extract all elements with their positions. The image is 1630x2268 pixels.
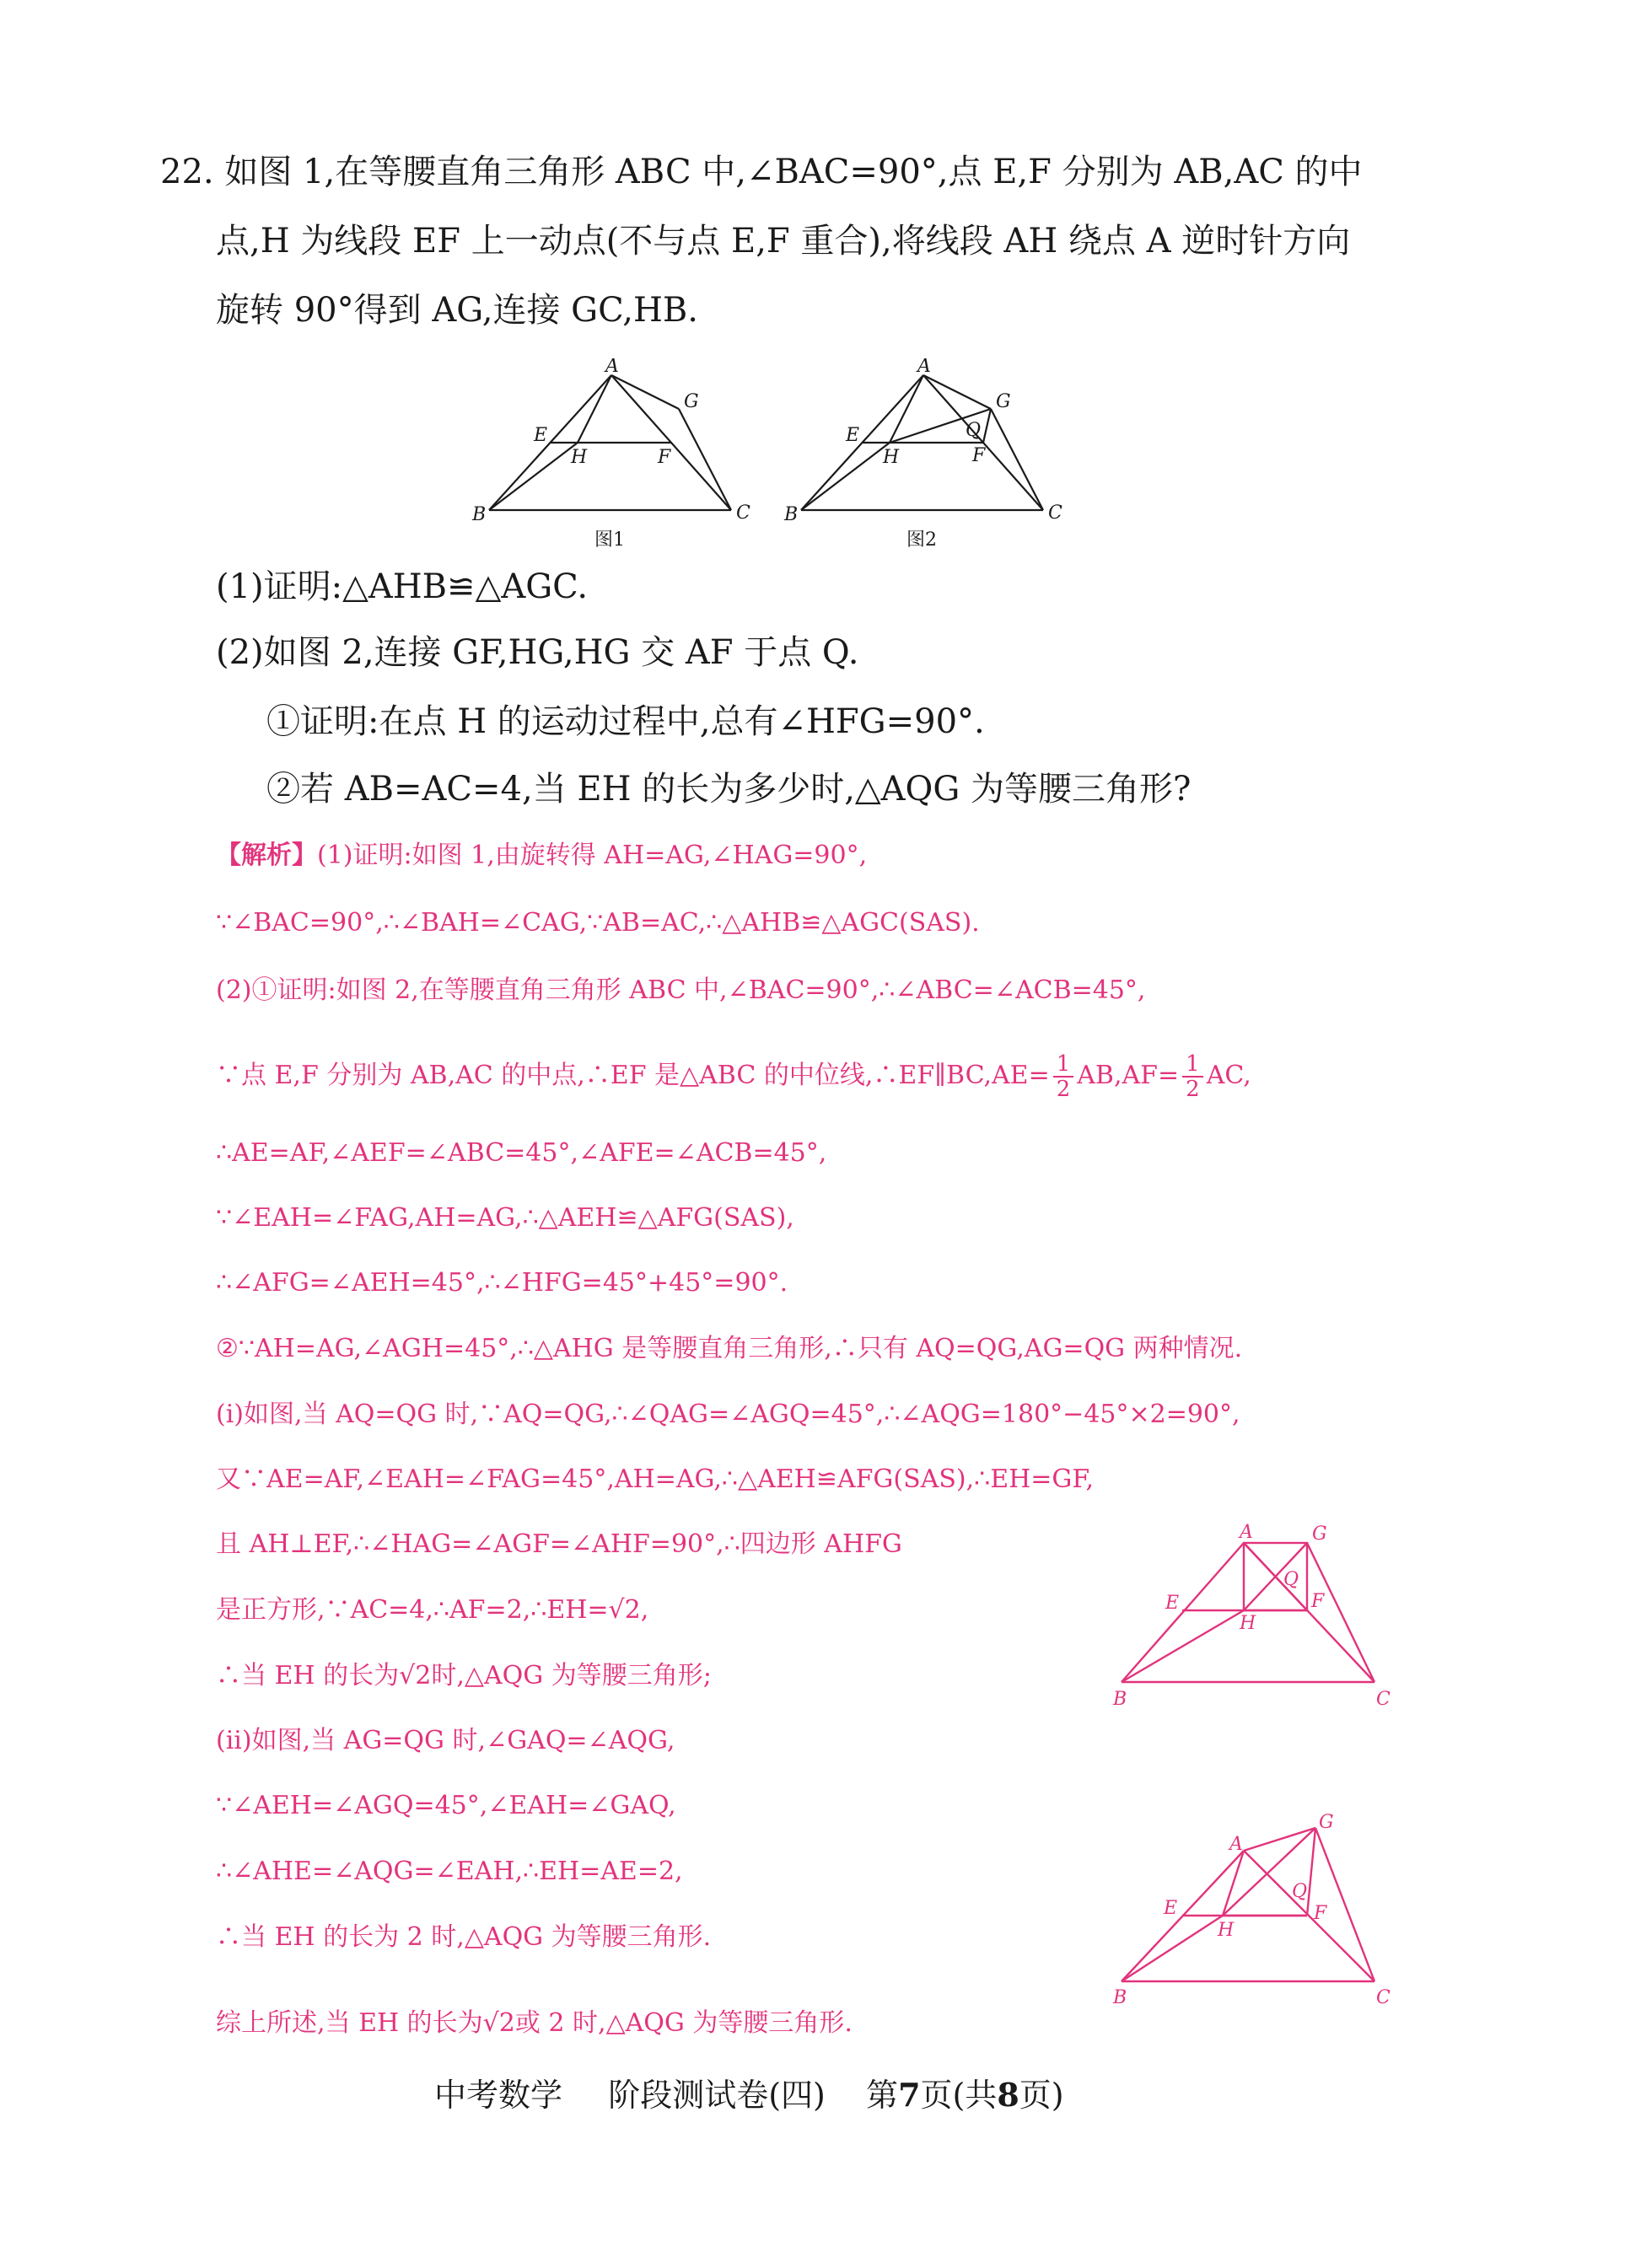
fig1-label-c: C <box>736 503 750 524</box>
page-footer <box>434 2076 1064 2115</box>
figure-1 <box>468 358 755 561</box>
sol-ii-label-g: G <box>1319 1813 1334 1833</box>
sol-ii-label-a: A <box>1229 1834 1243 1855</box>
solution-s4-post: AC, <box>1206 1061 1251 1090</box>
footer-subject: 中考数学 <box>434 2077 563 2114</box>
solution-line-1 <box>216 839 867 873</box>
footer-test: 阶段测试卷(四) <box>608 2077 826 2114</box>
fig2-label-c: C <box>1048 503 1062 524</box>
solution-line-9: (i)如图,当 AQ=QG 时,∵AQ=QG,∴∠QAG=∠AGQ=45°,∴∠AQG=180°−45°×2=90°, <box>216 1400 1240 1429</box>
solution-s4-pre: ∵点 E,F 分别为 AB,AC 的中点,∴EF 是△ABC 的中位线,∴EF∥BC,AE= <box>216 1061 1050 1090</box>
fig1-label-f: F <box>658 447 671 468</box>
footer-page-post: 页) <box>1019 2077 1064 2114</box>
problem-line-2: 点,H 为线段 EF 上一动点(不与点 E,F 重合),将线段 AH 绕点 A 逆时针方向 <box>216 222 1351 261</box>
sol-ii-label-q: Q <box>1292 1881 1308 1902</box>
sol-i-label-e: E <box>1165 1593 1180 1614</box>
fig1-label-a: A <box>605 358 619 377</box>
fig1-label-h: H <box>571 447 588 468</box>
solution-line-15: ∵∠AEH=∠AGQ=45°,∠EAH=∠GAQ, <box>216 1791 676 1820</box>
sol-ii-label-f: F <box>1314 1903 1327 1924</box>
sol-i-label-f: F <box>1311 1591 1325 1612</box>
sol-ii-label-h: H <box>1218 1920 1235 1941</box>
sol-ii-label-e: E <box>1164 1898 1178 1919</box>
fraction-denominator: 2 <box>1186 1077 1200 1102</box>
fig2-label-q: Q <box>966 420 982 441</box>
sol-i-label-c: C <box>1376 1689 1391 1710</box>
solution-line-4 <box>216 1052 1251 1101</box>
fraction-numerator: 1 <box>1053 1052 1074 1078</box>
fig1-label-g: G <box>684 391 699 412</box>
fig2-label-b: B <box>784 504 799 525</box>
solution-line-7: ∴∠AFG=∠AEH=45°,∴∠HFG=45°+45°=90°. <box>216 1268 788 1298</box>
part-2: (2)如图 2,连接 GF,HG,HG 交 AF 于点 Q. <box>216 633 859 672</box>
problem-line-1: 22. 如图 1,在等腰直角三角形 ABC 中,∠BAC=90°,点 E,F 分别为 AB,AC 的中 <box>160 153 1363 191</box>
fig2-label-a: A <box>917 358 931 377</box>
solution-s4-mid: AB,AF= <box>1077 1061 1180 1090</box>
footer-page-number: 7 <box>898 2076 921 2114</box>
fig2-caption: 图2 <box>906 529 937 551</box>
sol-i-label-q: Q <box>1283 1569 1299 1590</box>
solution-line-3: (2)①证明:如图 2,在等腰直角三角形 ABC 中,∠BAC=90°,∴∠ABC=∠ACB=45°, <box>216 975 1146 1005</box>
solution-s1: (1)证明:如图 1,由旋转得 AH=AG,∠HAG=90°, <box>317 841 868 870</box>
solution-line-10: 又∵AE=AF,∠EAH=∠FAG=45°,AH=AG,∴△AEH≌AFG(SAS),∴EH=GF, <box>216 1465 1095 1494</box>
fraction-numerator: 1 <box>1182 1052 1203 1078</box>
sol-i-label-g: G <box>1312 1524 1327 1545</box>
problem-line-3: 旋转 90°得到 AG,连接 GC,HB. <box>216 291 699 330</box>
fig1-label-b: B <box>472 504 487 525</box>
solution-line-6: ∵∠EAH=∠FAG,AH=AG,∴△AEH≌△AFG(SAS), <box>216 1203 794 1233</box>
sol-i-label-h: H <box>1240 1613 1256 1634</box>
solution-line-11: 且 AH⊥EF,∴∠HAG=∠AGF=∠AHF=90°,∴四边形 AHFG <box>216 1529 902 1559</box>
fig2-label-e: E <box>846 425 860 446</box>
fraction-half-2 <box>1182 1052 1203 1101</box>
footer-page-mid: 页(共 <box>920 2077 998 2114</box>
solution-line-14: (ii)如图,当 AG=QG 时,∠GAQ=∠AQG, <box>216 1726 675 1755</box>
sol-ii-label-b: B <box>1113 1987 1127 2008</box>
fig2-label-f: F <box>972 445 986 466</box>
fig2-label-g: G <box>996 391 1011 412</box>
part-2b: ②若 AB=AC=4,当 EH 的长为多少时,△AQG 为等腰三角形? <box>266 770 1192 809</box>
sol-i-label-a: A <box>1240 1522 1253 1543</box>
solution-figure-i <box>1105 1518 1408 1720</box>
solution-tag: 【解析】 <box>216 841 317 870</box>
part-1: (1)证明:△AHB≌△AGC. <box>216 567 589 606</box>
part-2a: ①证明:在点 H 的运动过程中,总有∠HFG=90°. <box>266 702 985 741</box>
solution-line-8: ②∵AH=AG,∠AGH=45°,∴△AHG 是等腰直角三角形,∴只有 AQ=QG,AG=QG 两种情况. <box>216 1334 1243 1363</box>
footer-page-total: 8 <box>997 2076 1019 2114</box>
fraction-half-1 <box>1053 1052 1074 1101</box>
solution-figure-ii <box>1105 1813 1408 2015</box>
figure-2 <box>780 358 1067 561</box>
solution-line-12: 是正方形,∵AC=4,∴AF=2,∴EH=√2, <box>216 1595 649 1625</box>
fig1-caption: 图1 <box>594 529 625 551</box>
solution-line-17: ∴当 EH 的长为 2 时,△AQG 为等腰三角形. <box>216 1922 712 1952</box>
solution-line-18: 综上所述,当 EH 的长为√2或 2 时,△AQG 为等腰三角形. <box>216 2008 853 2038</box>
fig1-label-e: E <box>534 425 548 446</box>
footer-page-pre: 第 <box>866 2077 899 2114</box>
solution-line-13: ∴当 EH 的长为√2时,△AQG 为等腰三角形; <box>216 1661 712 1690</box>
fig2-label-h: H <box>883 447 900 468</box>
sol-i-label-b: B <box>1113 1689 1127 1710</box>
solution-line-5: ∴AE=AF,∠AEF=∠ABC=45°,∠AFE=∠ACB=45°, <box>216 1138 827 1168</box>
sol-ii-label-c: C <box>1376 1987 1391 2008</box>
fraction-denominator: 2 <box>1056 1077 1071 1102</box>
solution-line-2: ∵∠BAC=90°,∴∠BAH=∠CAG,∵AB=AC,∴△AHB≌△AGC(SAS). <box>216 908 980 938</box>
solution-line-16: ∴∠AHE=∠AQG=∠EAH,∴EH=AE=2, <box>216 1857 683 1886</box>
